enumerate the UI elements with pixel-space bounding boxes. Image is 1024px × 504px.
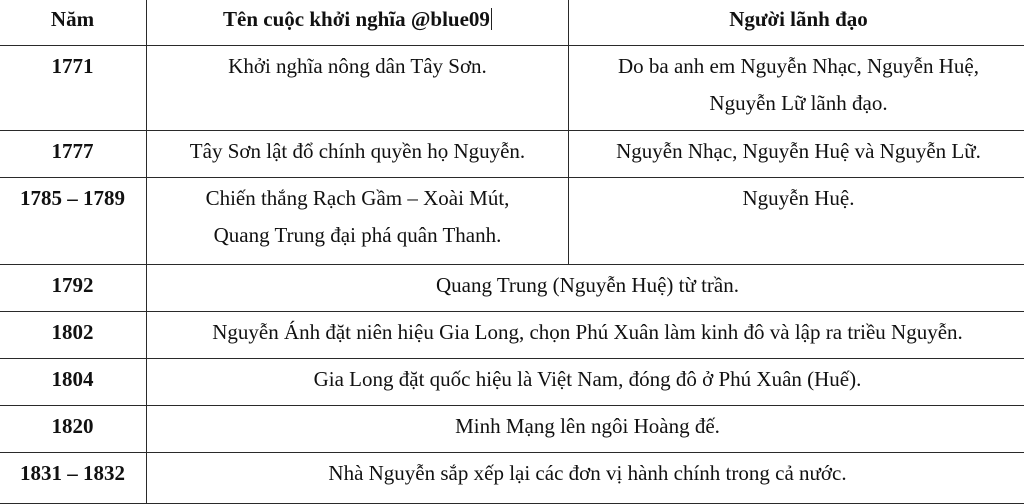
year-cell: 1804	[0, 359, 147, 406]
table-row	[0, 178, 1024, 265]
leader-line: Nguyễn Huệ.	[742, 186, 855, 210]
table-row	[0, 359, 1024, 406]
event-line: Tây Sơn lật đổ chính quyền họ Nguyễn.	[189, 139, 526, 163]
table-row	[0, 46, 1024, 131]
leader-line: Do ba anh em Nguyễn Nhạc, Nguyễn Huệ,	[618, 54, 979, 78]
header-row	[0, 0, 1024, 46]
year-cell: 1785 – 1789	[0, 178, 147, 265]
table-row	[0, 131, 1024, 178]
header-event[interactable]	[147, 0, 569, 46]
merged-event-cell: Gia Long đặt quốc hiệu là Việt Nam, đóng đô ở Phú Xuân (Huế).	[147, 359, 1024, 406]
event-cell	[147, 46, 569, 131]
merged-event-cell: Nhà Nguyễn sắp xếp lại các đơn vị hành chính trong cả nước.	[147, 453, 1024, 504]
year-cell: 1771	[0, 46, 147, 131]
event-line: Khởi nghĩa nông dân Tây Sơn.	[228, 54, 487, 78]
leader-cell	[569, 178, 1024, 265]
table-row	[0, 312, 1024, 359]
leader-cell	[569, 46, 1024, 131]
header-year: Năm	[0, 0, 147, 46]
table-row	[0, 265, 1024, 312]
year-cell: 1792	[0, 265, 147, 312]
leader-line: Nguyễn Nhạc, Nguyễn Huệ và Nguyễn Lữ.	[616, 139, 981, 163]
merged-event-cell: Nguyễn Ánh đặt niên hiệu Gia Long, chọn Phú Xuân làm kinh đô và lập ra triều Nguyễn.	[147, 312, 1024, 359]
leader-line: Nguyễn Lữ lãnh đạo.	[709, 91, 888, 115]
event-line: Quang Trung đại phá quân Thanh.	[213, 223, 502, 247]
table-row	[0, 453, 1024, 504]
merged-event-cell: Minh Mạng lên ngôi Hoàng đế.	[147, 406, 1024, 453]
leader-cell	[569, 131, 1024, 178]
merged-event-cell: Quang Trung (Nguyễn Huệ) từ trần.	[147, 265, 1024, 312]
year-cell: 1820	[0, 406, 147, 453]
event-cell	[147, 131, 569, 178]
year-cell: 1777	[0, 131, 147, 178]
year-cell: 1831 – 1832	[0, 453, 147, 504]
event-line: Chiến thắng Rạch Gầm – Xoài Mút,	[205, 186, 510, 210]
table-row	[0, 406, 1024, 453]
text-cursor	[491, 8, 492, 30]
header-leader: Người lãnh đạo	[569, 0, 1024, 46]
year-cell: 1802	[0, 312, 147, 359]
event-cell	[147, 178, 569, 265]
header-event-text[interactable]: Tên cuộc khởi nghĩa @blue09	[223, 7, 490, 31]
